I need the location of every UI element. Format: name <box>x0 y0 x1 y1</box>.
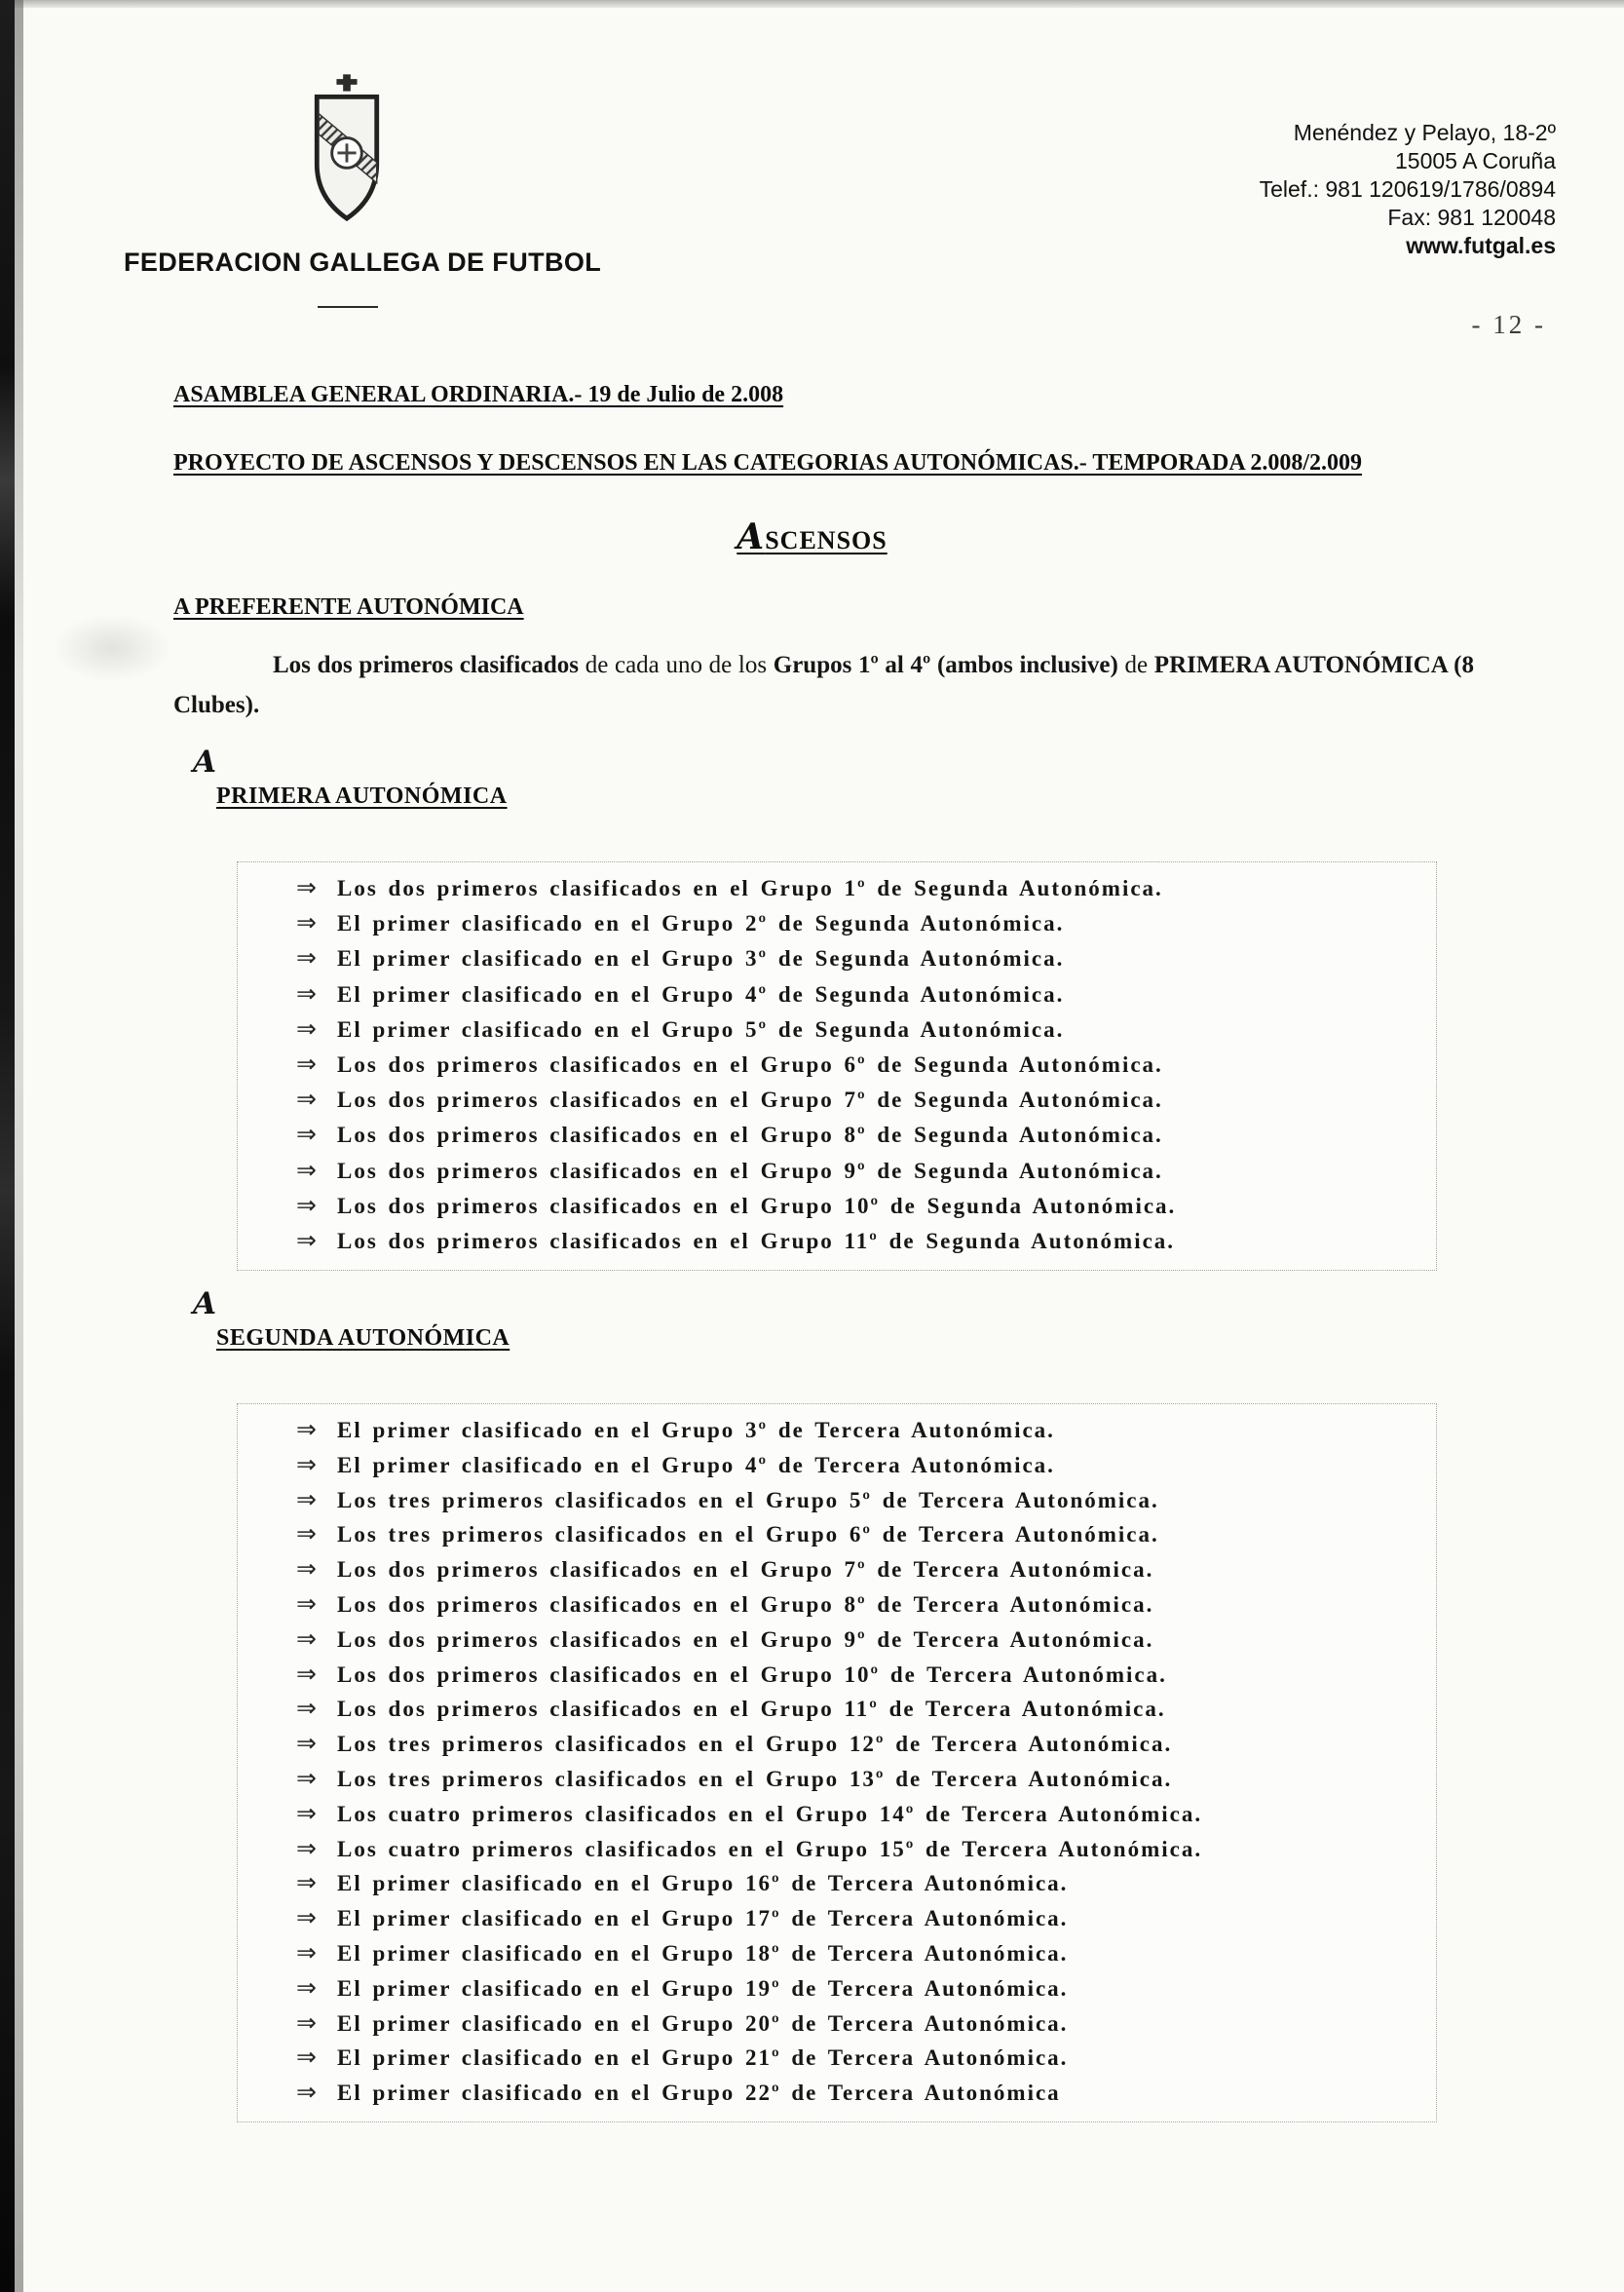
promotion-rule-text: Los dos primeros clasificados en el Grupo 7º de Tercera Autonómica. <box>337 1557 1154 1583</box>
organization-name-rule <box>318 306 378 308</box>
promotion-rule-item <box>296 1624 1426 1660</box>
promotion-rule-item <box>296 1834 1426 1869</box>
promotion-rule-item <box>296 943 1426 978</box>
promotion-rule-item <box>296 1660 1426 1695</box>
promotion-rule-item <box>296 1519 1426 1554</box>
double-arrow-icon: ⇒ <box>296 1521 317 1548</box>
promotion-rule-text: El primer clasificado en el Grupo 17º de Tercera Autonómica. <box>337 1906 1069 1931</box>
promotion-rule-text: Los dos primeros clasificados en el Grupo 8º de Segunda Autonómica. <box>337 1123 1163 1148</box>
promotion-rule-item <box>296 1156 1426 1191</box>
promotion-rule-text: Los dos primeros clasificados en el Grupo 9º de Tercera Autonómica. <box>337 1626 1154 1652</box>
promotion-rule-item <box>296 908 1426 943</box>
double-arrow-icon: ⇒ <box>296 1625 317 1653</box>
double-arrow-icon: ⇒ <box>296 1696 317 1723</box>
promotion-rule-item <box>296 1050 1426 1085</box>
promotion-rule-item <box>296 1014 1426 1050</box>
promotion-rule-item <box>296 1415 1426 1450</box>
promotion-rule-item <box>296 1764 1426 1799</box>
promotion-rule-item <box>296 1694 1426 1729</box>
ascensos-initial: A <box>736 516 766 557</box>
promotion-rule-text: El primer clasificado en el Grupo 4º de Tercera Autonómica. <box>337 1452 1055 1477</box>
primera-script-initial: A <box>193 745 217 780</box>
promotion-rule-text: Los dos primeros clasificados en el Grupo 11º de Segunda Autonómica. <box>337 1228 1176 1253</box>
double-arrow-icon: ⇒ <box>296 1590 317 1618</box>
promotion-rule-item <box>296 873 1426 908</box>
double-arrow-icon: ⇒ <box>296 1015 317 1043</box>
address-block <box>1260 119 1556 260</box>
primera-promotions-box <box>237 861 1437 1271</box>
promotion-rule-item <box>296 2043 1426 2078</box>
primera-heading: PRIMERA AUTONÓMICA <box>216 783 508 809</box>
scan-top-edge-artifact <box>0 0 1624 8</box>
promotion-rule-item <box>296 1868 1426 1903</box>
promotion-rule-text: Los dos primeros clasificados en el Grupo 10º de Segunda Autonómica. <box>337 1193 1177 1218</box>
paragraph-segment: de <box>1117 652 1154 678</box>
promotion-rule-text: El primer clasificado en el Grupo 3º de Tercera Autonómica. <box>337 1418 1055 1442</box>
shield-icon <box>300 70 394 234</box>
double-arrow-icon: ⇒ <box>296 980 317 1008</box>
promotion-rule-text: El primer clasificado en el Grupo 21º de Tercera Autonómica. <box>337 2045 1069 2071</box>
ascensos-heading <box>0 516 1624 557</box>
promotion-rule-text: Los cuatro primeros clasificados en el Grupo 14º de Tercera Autonómica. <box>337 1801 1203 1826</box>
double-arrow-icon: ⇒ <box>296 1974 317 2002</box>
promotion-rule-item <box>296 1799 1426 1834</box>
promotion-rule-text: Los tres primeros clasificados en el Grupo 5º de Tercera Autonómica. <box>337 1487 1159 1512</box>
address-line: Telef.: 981 120619/1786/0894 <box>1259 176 1556 202</box>
promotion-rule-text: Los dos primeros clasificados en el Grupo 6º de Segunda Autonómica. <box>337 1051 1163 1077</box>
scan-left-edge-shadow <box>15 0 23 2292</box>
promotion-rule-text: El primer clasificado en el Grupo 18º de Tercera Autonómica. <box>337 1940 1069 1966</box>
double-arrow-icon: ⇒ <box>296 1556 317 1584</box>
promotion-rule-text: Los dos primeros clasificados en el Grupo 1º de Segunda Autonómica. <box>337 876 1163 900</box>
promotion-rule-item <box>296 1450 1426 1485</box>
promotion-rule-text: El primer clasificado en el Grupo 20º de Tercera Autonómica. <box>337 2010 1069 2036</box>
promotion-rule-item <box>296 1191 1426 1226</box>
paragraph-segment: Grupos 1º al 4º (ambos inclusive) <box>773 652 1118 678</box>
double-arrow-icon: ⇒ <box>296 1731 317 1758</box>
double-arrow-icon: ⇒ <box>296 875 317 901</box>
double-arrow-icon: ⇒ <box>296 1905 317 1932</box>
double-arrow-icon: ⇒ <box>296 1835 317 1862</box>
promotion-rule-item <box>296 1554 1426 1589</box>
promotion-rule-text: Los dos primeros clasificados en el Grupo 9º de Segunda Autonómica. <box>337 1158 1163 1183</box>
promotion-rule-item <box>296 1729 1426 1764</box>
address-line: Fax: 981 120048 <box>1387 205 1556 230</box>
double-arrow-icon: ⇒ <box>296 1122 317 1149</box>
double-arrow-icon: ⇒ <box>296 2009 317 2037</box>
promotion-rule-item <box>296 1085 1426 1120</box>
paragraph-segment: de cada uno de los <box>579 652 774 678</box>
double-arrow-icon: ⇒ <box>296 1050 317 1078</box>
promotion-rule-text: El primer clasificado en el Grupo 2º de Segunda Autonómica. <box>337 911 1065 936</box>
promotion-rule-item <box>296 1589 1426 1624</box>
promotion-rule-text: Los dos primeros clasificados en el Grupo 8º de Tercera Autonómica. <box>337 1591 1154 1617</box>
organization-name: FEDERACION GALLEGA DE FUTBOL <box>124 248 602 277</box>
promotion-rule-item <box>296 2008 1426 2044</box>
double-arrow-icon: ⇒ <box>296 1765 317 1792</box>
promotion-rule-item <box>296 2078 1426 2113</box>
promotion-rule-text: El primer clasificado en el Grupo 5º de Segunda Autonómica. <box>337 1016 1065 1042</box>
double-arrow-icon: ⇒ <box>296 1870 317 1897</box>
double-arrow-icon: ⇒ <box>296 1939 317 1967</box>
segunda-heading: SEGUNDA AUTONÓMICA <box>216 1325 510 1351</box>
double-arrow-icon: ⇒ <box>296 1157 317 1184</box>
promotion-rule-item <box>296 1226 1426 1261</box>
promotion-rule-text: Los dos primeros clasificados en el Grupo 7º de Segunda Autonómica. <box>337 1088 1163 1113</box>
preferente-paragraph <box>173 645 1474 725</box>
address-lines <box>1260 119 1556 232</box>
scan-left-edge-artifact <box>0 0 15 2292</box>
promotion-rule-item <box>296 1485 1426 1520</box>
promotion-rule-text: El primer clasificado en el Grupo 22º de Tercera Autonómica <box>337 2081 1061 2106</box>
promotion-rule-text: Los dos primeros clasificados en el Grupo 11º de Tercera Autonómica. <box>337 1697 1166 1722</box>
double-arrow-icon: ⇒ <box>296 1087 317 1114</box>
federation-crest-logo <box>300 70 394 234</box>
double-arrow-icon: ⇒ <box>296 1417 317 1443</box>
double-arrow-icon: ⇒ <box>296 1451 317 1478</box>
paragraph-segment: PRIMERA AUTONÓMICA (8 Clubes). <box>173 652 1474 718</box>
double-arrow-icon: ⇒ <box>296 1192 317 1219</box>
website-text: www.futgal.es <box>1406 233 1556 258</box>
paragraph-segment: Los dos primeros clasificados <box>273 652 580 678</box>
address-line: 15005 A Coruña <box>1395 148 1556 173</box>
double-arrow-icon: ⇒ <box>296 1227 317 1254</box>
double-arrow-icon: ⇒ <box>296 1800 317 1827</box>
page-number: - 12 - <box>1471 310 1546 339</box>
promotion-rule-text: Los tres primeros clasificados en el Grupo 12º de Tercera Autonómica. <box>337 1732 1173 1757</box>
promotion-rule-text: El primer clasificado en el Grupo 3º de Segunda Autonómica. <box>337 946 1065 972</box>
double-arrow-icon: ⇒ <box>296 2080 317 2107</box>
ascensos-rest: SCENSOS <box>765 526 888 554</box>
promotion-rule-text: El primer clasificado en el Grupo 16º de Tercera Autonómica. <box>337 1871 1069 1896</box>
promotion-rule-item <box>296 1120 1426 1155</box>
preferente-heading: A PREFERENTE AUTONÓMICA <box>173 594 524 620</box>
double-arrow-icon: ⇒ <box>296 1661 317 1688</box>
promotion-rule-text: El primer clasificado en el Grupo 4º de Segunda Autonómica. <box>337 981 1065 1007</box>
double-arrow-icon: ⇒ <box>296 2044 317 2072</box>
double-arrow-icon: ⇒ <box>296 945 317 973</box>
promotion-rule-item <box>296 979 1426 1014</box>
segunda-promotions-box <box>237 1403 1437 2122</box>
promotion-rule-text: Los tres primeros clasificados en el Grupo 13º de Tercera Autonómica. <box>337 1766 1173 1791</box>
promotion-rule-text: Los dos primeros clasificados en el Grupo 10º de Tercera Autonómica. <box>337 1662 1167 1687</box>
segunda-script-initial: A <box>193 1286 217 1321</box>
promotion-rule-item <box>296 1973 1426 2008</box>
double-arrow-icon: ⇒ <box>296 910 317 937</box>
assembly-title: ASAMBLEA GENERAL ORDINARIA.- 19 de Julio de 2.008 <box>173 382 784 407</box>
promotion-rule-item <box>296 1903 1426 1938</box>
promotion-rule-text: El primer clasificado en el Grupo 19º de Tercera Autonómica. <box>337 1975 1069 2001</box>
scan-smudge-artifact <box>54 614 170 682</box>
promotion-rule-text: Los cuatro primeros clasificados en el Grupo 15º de Tercera Autonómica. <box>337 1836 1203 1861</box>
promotion-rule-text: Los tres primeros clasificados en el Grupo 6º de Tercera Autonómica. <box>337 1522 1159 1547</box>
address-line: Menéndez y Pelayo, 18-2º <box>1293 120 1556 145</box>
double-arrow-icon: ⇒ <box>296 1486 317 1513</box>
promotion-rule-item <box>296 1938 1426 1973</box>
project-subtitle: PROYECTO DE ASCENSOS Y DESCENSOS EN LAS CATEGORIAS AUTONÓMICAS.- TEMPORADA 2.008/2.009 <box>173 450 1363 476</box>
